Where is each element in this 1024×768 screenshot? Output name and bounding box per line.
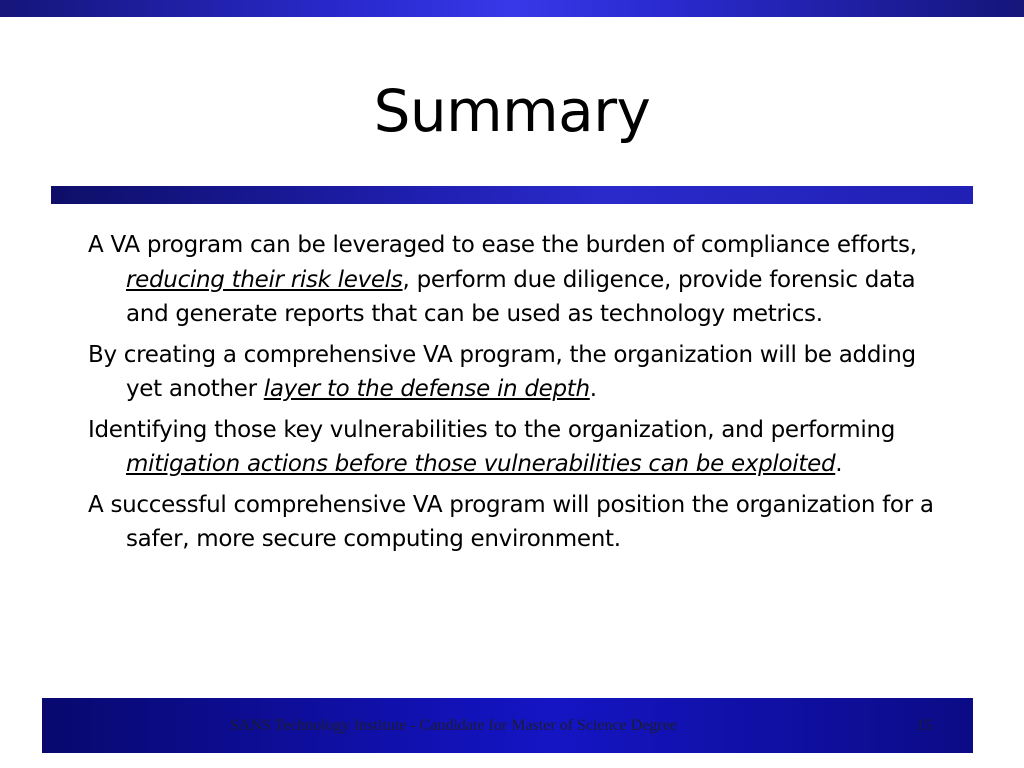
slide-body: [88, 228, 958, 563]
bullet-defense-in-depth: [88, 338, 958, 407]
title-underline-bar: [51, 186, 973, 204]
footer-caption: SANS Technology Institute - Candidate for Master of Science Degree: [230, 717, 677, 734]
bullet-text: .: [835, 451, 843, 477]
emphasized-phrase: layer to the defense in depth: [263, 376, 590, 402]
top-decorative-band: [0, 0, 1024, 17]
slide-title: Summary: [373, 77, 651, 145]
bullet-compliance: [88, 228, 958, 332]
bullet-text: A successful comprehensive VA program will position the organization for a safer, more secure computing environment.: [88, 491, 934, 552]
bullet-mitigation: [88, 413, 958, 482]
bullet-text: , perform due diligence, provide forensic data and generate reports that can be used as technology metrics.: [126, 266, 916, 327]
bullet-text: By creating a comprehensive VA program, the organization will be adding yet another: [88, 341, 916, 402]
bullet-text: .: [589, 376, 597, 402]
emphasized-phrase: mitigation actions before those vulnerabilities can be exploited: [126, 451, 836, 477]
bullet-text: Identifying those key vulnerabilities to the organization, and performing: [88, 416, 896, 443]
page-number: 15: [916, 717, 932, 734]
bullet-secure-environment: [88, 488, 958, 557]
bullet-text: A VA program can be leveraged to ease the burden of compliance efforts,: [88, 232, 917, 258]
slide-footer: [42, 698, 973, 753]
emphasized-phrase: reducing their risk levels: [126, 266, 403, 293]
